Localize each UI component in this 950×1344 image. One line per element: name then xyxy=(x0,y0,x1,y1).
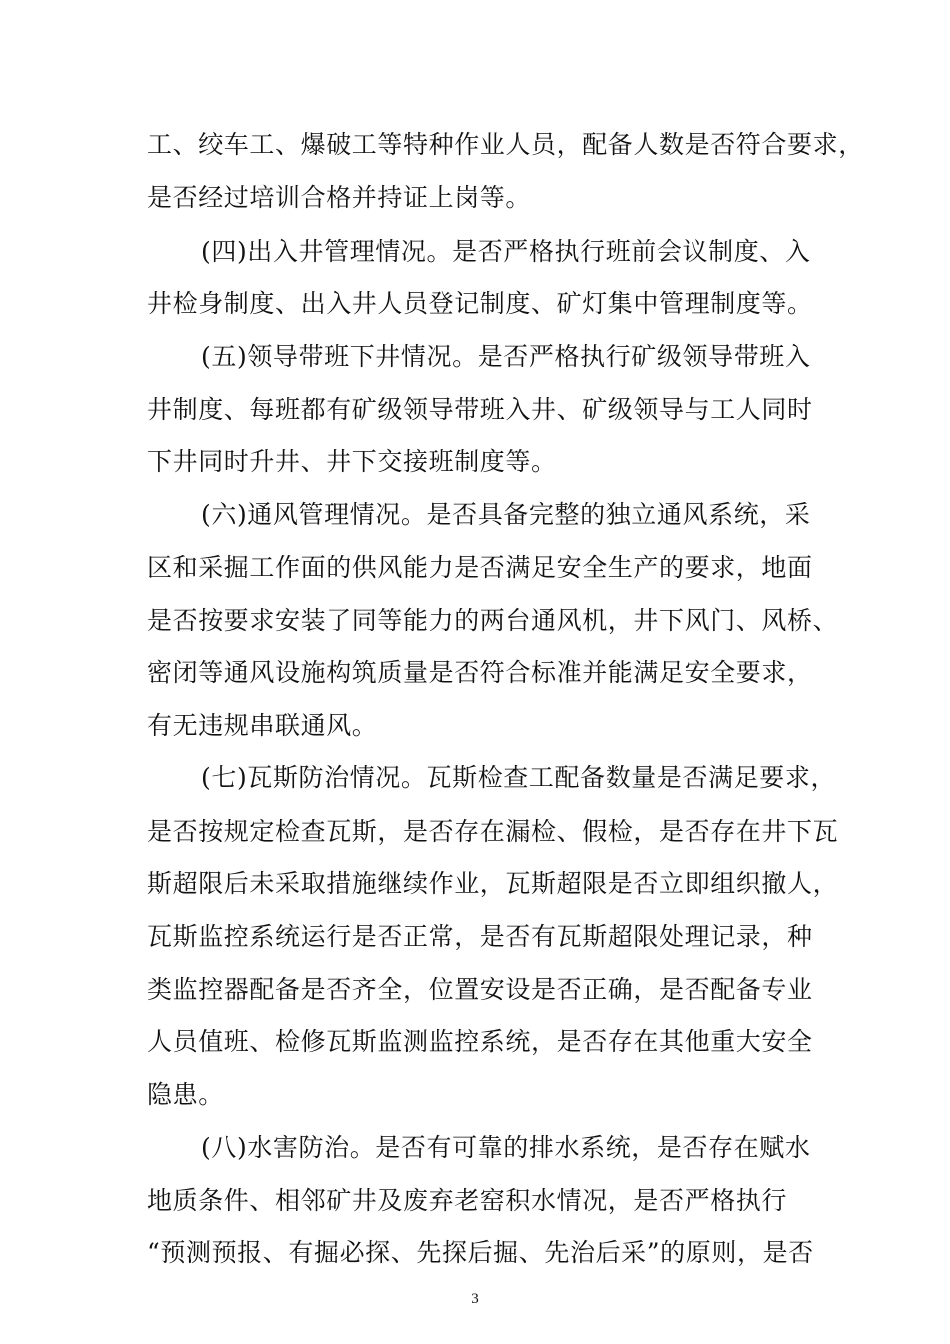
text-line: 是否按要求安装了同等能力的两台通风机，井下风门、风桥、 xyxy=(147,606,839,635)
section-heading-line: (七)瓦斯防治情况。瓦斯检查工配备数量是否满足要求， xyxy=(201,763,837,792)
section-heading-line: (八)水害防治。是否有可靠的排水系统，是否存在赋水 xyxy=(201,1133,811,1162)
section-heading-line: (六)通风管理情况。是否具备完整的独立通风系统，采 xyxy=(201,500,811,529)
text-line: “预测预报、有掘必探、先探后掘、先治后采”的原则，是否 xyxy=(147,1238,814,1267)
text-line: 瓦斯监控系统运行是否正常，是否有瓦斯超限处理记录，种 xyxy=(147,922,813,951)
text-line: 工、绞车工、爆破工等特种作业人员，配备人数是否符合要求， xyxy=(147,130,864,159)
text-line: 下井同时升井、井下交接班制度等。 xyxy=(147,447,557,476)
text-line: 斯超限后未采取措施继续作业，瓦斯超限是否立即组织撤人， xyxy=(147,869,839,898)
text-line: 是否按规定检查瓦斯，是否存在漏检、假检，是否存在井下瓦 xyxy=(147,817,839,846)
text-line: 类监控器配备是否齐全，位置安设是否正确，是否配备专业 xyxy=(147,975,813,1004)
page-number: 3 xyxy=(471,1291,479,1307)
text-line: 井检身制度、出入井人员登记制度、矿灯集中管理制度等。 xyxy=(147,289,813,318)
text-line: 密闭等通风设施构筑质量是否符合标准并能满足安全要求， xyxy=(147,658,813,687)
text-line: 有无违规串联通风。 xyxy=(147,711,378,740)
text-line: 区和采掘工作面的供风能力是否满足安全生产的要求，地面 xyxy=(147,553,813,582)
section-heading-line: (五)领导带班下井情况。是否严格执行矿级领导带班入 xyxy=(201,342,811,371)
text-line: 地质条件、相邻矿井及废弃老窑积水情况，是否严格执行 xyxy=(147,1186,788,1215)
section-heading-line: (四)出入井管理情况。是否严格执行班前会议制度、入 xyxy=(201,237,811,266)
text-line: 井制度、每班都有矿级领导带班入井、矿级领导与工人同时 xyxy=(147,395,813,424)
text-line: 人员值班、检修瓦斯监测监控系统，是否存在其他重大安全 xyxy=(147,1027,813,1056)
text-line: 是否经过培训合格并持证上岗等。 xyxy=(147,183,532,212)
text-line: 隐患。 xyxy=(147,1080,224,1109)
